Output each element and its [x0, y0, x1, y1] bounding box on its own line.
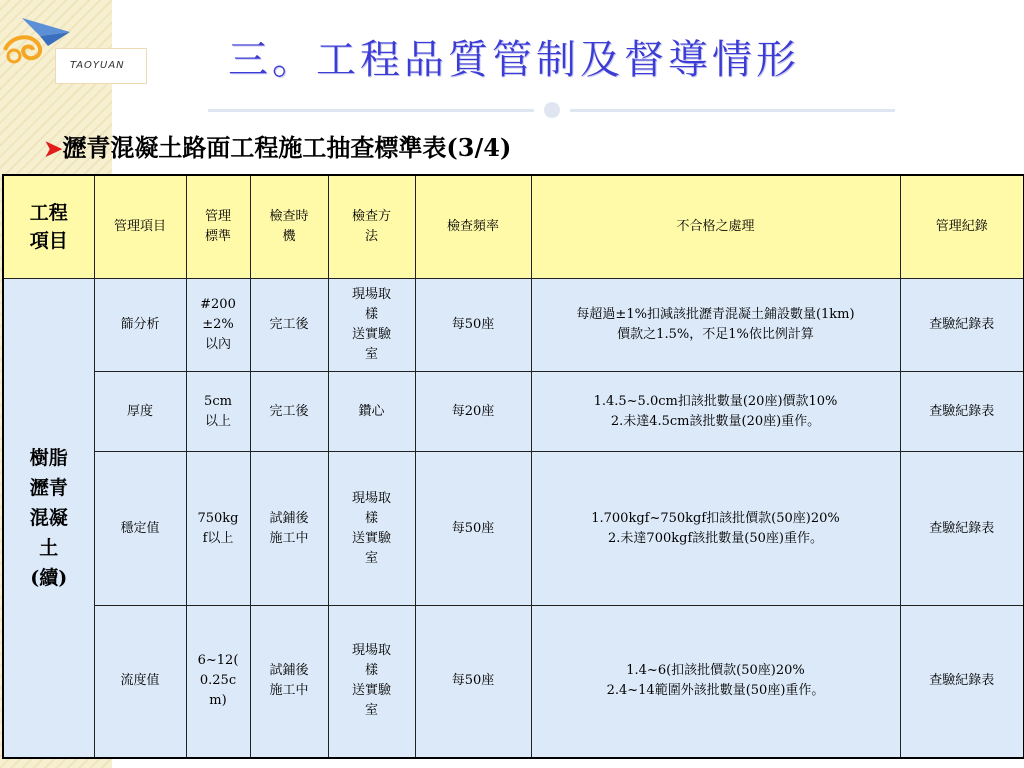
cell-standard: 6~12( 0.25c m)	[186, 606, 250, 758]
table-row	[3, 372, 1024, 452]
cell-standard: #200 ±2% 以內	[186, 279, 250, 372]
section-heading-text: 瀝青混凝土路面工程施工抽查標準表(3/4)	[62, 133, 512, 162]
header-project-item: 工程 項目	[3, 175, 94, 279]
header-management-standard: 管理 標準	[186, 175, 250, 279]
cell-frequency: 每50座	[415, 452, 531, 606]
cell-frequency: 每50座	[415, 606, 531, 758]
cell-timing: 試鋪後 施工中	[250, 452, 328, 606]
header-inspection-method: 檢查方 法	[328, 175, 415, 279]
cell-record: 查驗紀錄表	[900, 606, 1024, 758]
divider-line-right	[570, 109, 895, 112]
table-row	[3, 606, 1024, 758]
cell-handling: 1.700kgf~750kgf扣該批價款(50座)20% 2.未達700kgf該批數量(50座)重作。	[531, 452, 900, 606]
cell-standard: 5cm 以上	[186, 372, 250, 452]
cell-item: 厚度	[94, 372, 186, 452]
inspection-standard-table	[2, 174, 1024, 759]
logo-text: TAOYUAN	[70, 60, 125, 71]
cell-record: 查驗紀錄表	[900, 452, 1024, 606]
cell-timing: 完工後	[250, 372, 328, 452]
cell-method: 現場取 樣 送實驗 室	[328, 452, 415, 606]
taoyuan-logo	[0, 10, 150, 82]
bullet-arrow-icon: ➤	[44, 136, 63, 162]
section-heading	[44, 128, 511, 163]
cell-item: 穩定值	[94, 452, 186, 606]
divider-dot	[544, 102, 560, 118]
cell-standard: 750kg f以上	[186, 452, 250, 606]
header-management-record: 管理紀錄	[900, 175, 1024, 279]
header-inspection-timing: 檢查時 機	[250, 175, 328, 279]
cell-method: 現場取 樣 送實驗 室	[328, 279, 415, 372]
header-nonconformance-handling: 不合格之處理	[531, 175, 900, 279]
cell-method: 鑽心	[328, 372, 415, 452]
divider-line-left	[208, 109, 534, 112]
table-header-row	[3, 175, 1024, 279]
cell-frequency: 每20座	[415, 372, 531, 452]
category-cell: 樹脂 瀝青 混凝 土 (續)	[3, 279, 94, 758]
cell-item: 篩分析	[94, 279, 186, 372]
cell-handling: 1.4.5~5.0cm扣該批數量(20座)價款10% 2.未達4.5cm該批數量(20座)重作。	[531, 372, 900, 452]
cell-record: 查驗紀錄表	[900, 279, 1024, 372]
cell-handling: 每超過±1%扣減該批瀝青混凝土鋪設數量(1km) 價款之1.5%，不足1%依比例計算	[531, 279, 900, 372]
cell-handling: 1.4~6(扣該批價款(50座)20% 2.4~14範圍外該批數量(50座)重作。	[531, 606, 900, 758]
cell-item: 流度值	[94, 606, 186, 758]
table-row	[3, 452, 1024, 606]
cell-method: 現場取 樣 送實驗 室	[328, 606, 415, 758]
cell-timing: 完工後	[250, 279, 328, 372]
table-row	[3, 279, 1024, 372]
page-title: 三。工程品質管制及督導情形	[228, 37, 800, 83]
cell-record: 查驗紀錄表	[900, 372, 1024, 452]
cell-timing: 試鋪後 施工中	[250, 606, 328, 758]
header-inspection-frequency: 檢查頻率	[415, 175, 531, 279]
header-management-item: 管理項目	[94, 175, 186, 279]
cell-frequency: 每50座	[415, 279, 531, 372]
